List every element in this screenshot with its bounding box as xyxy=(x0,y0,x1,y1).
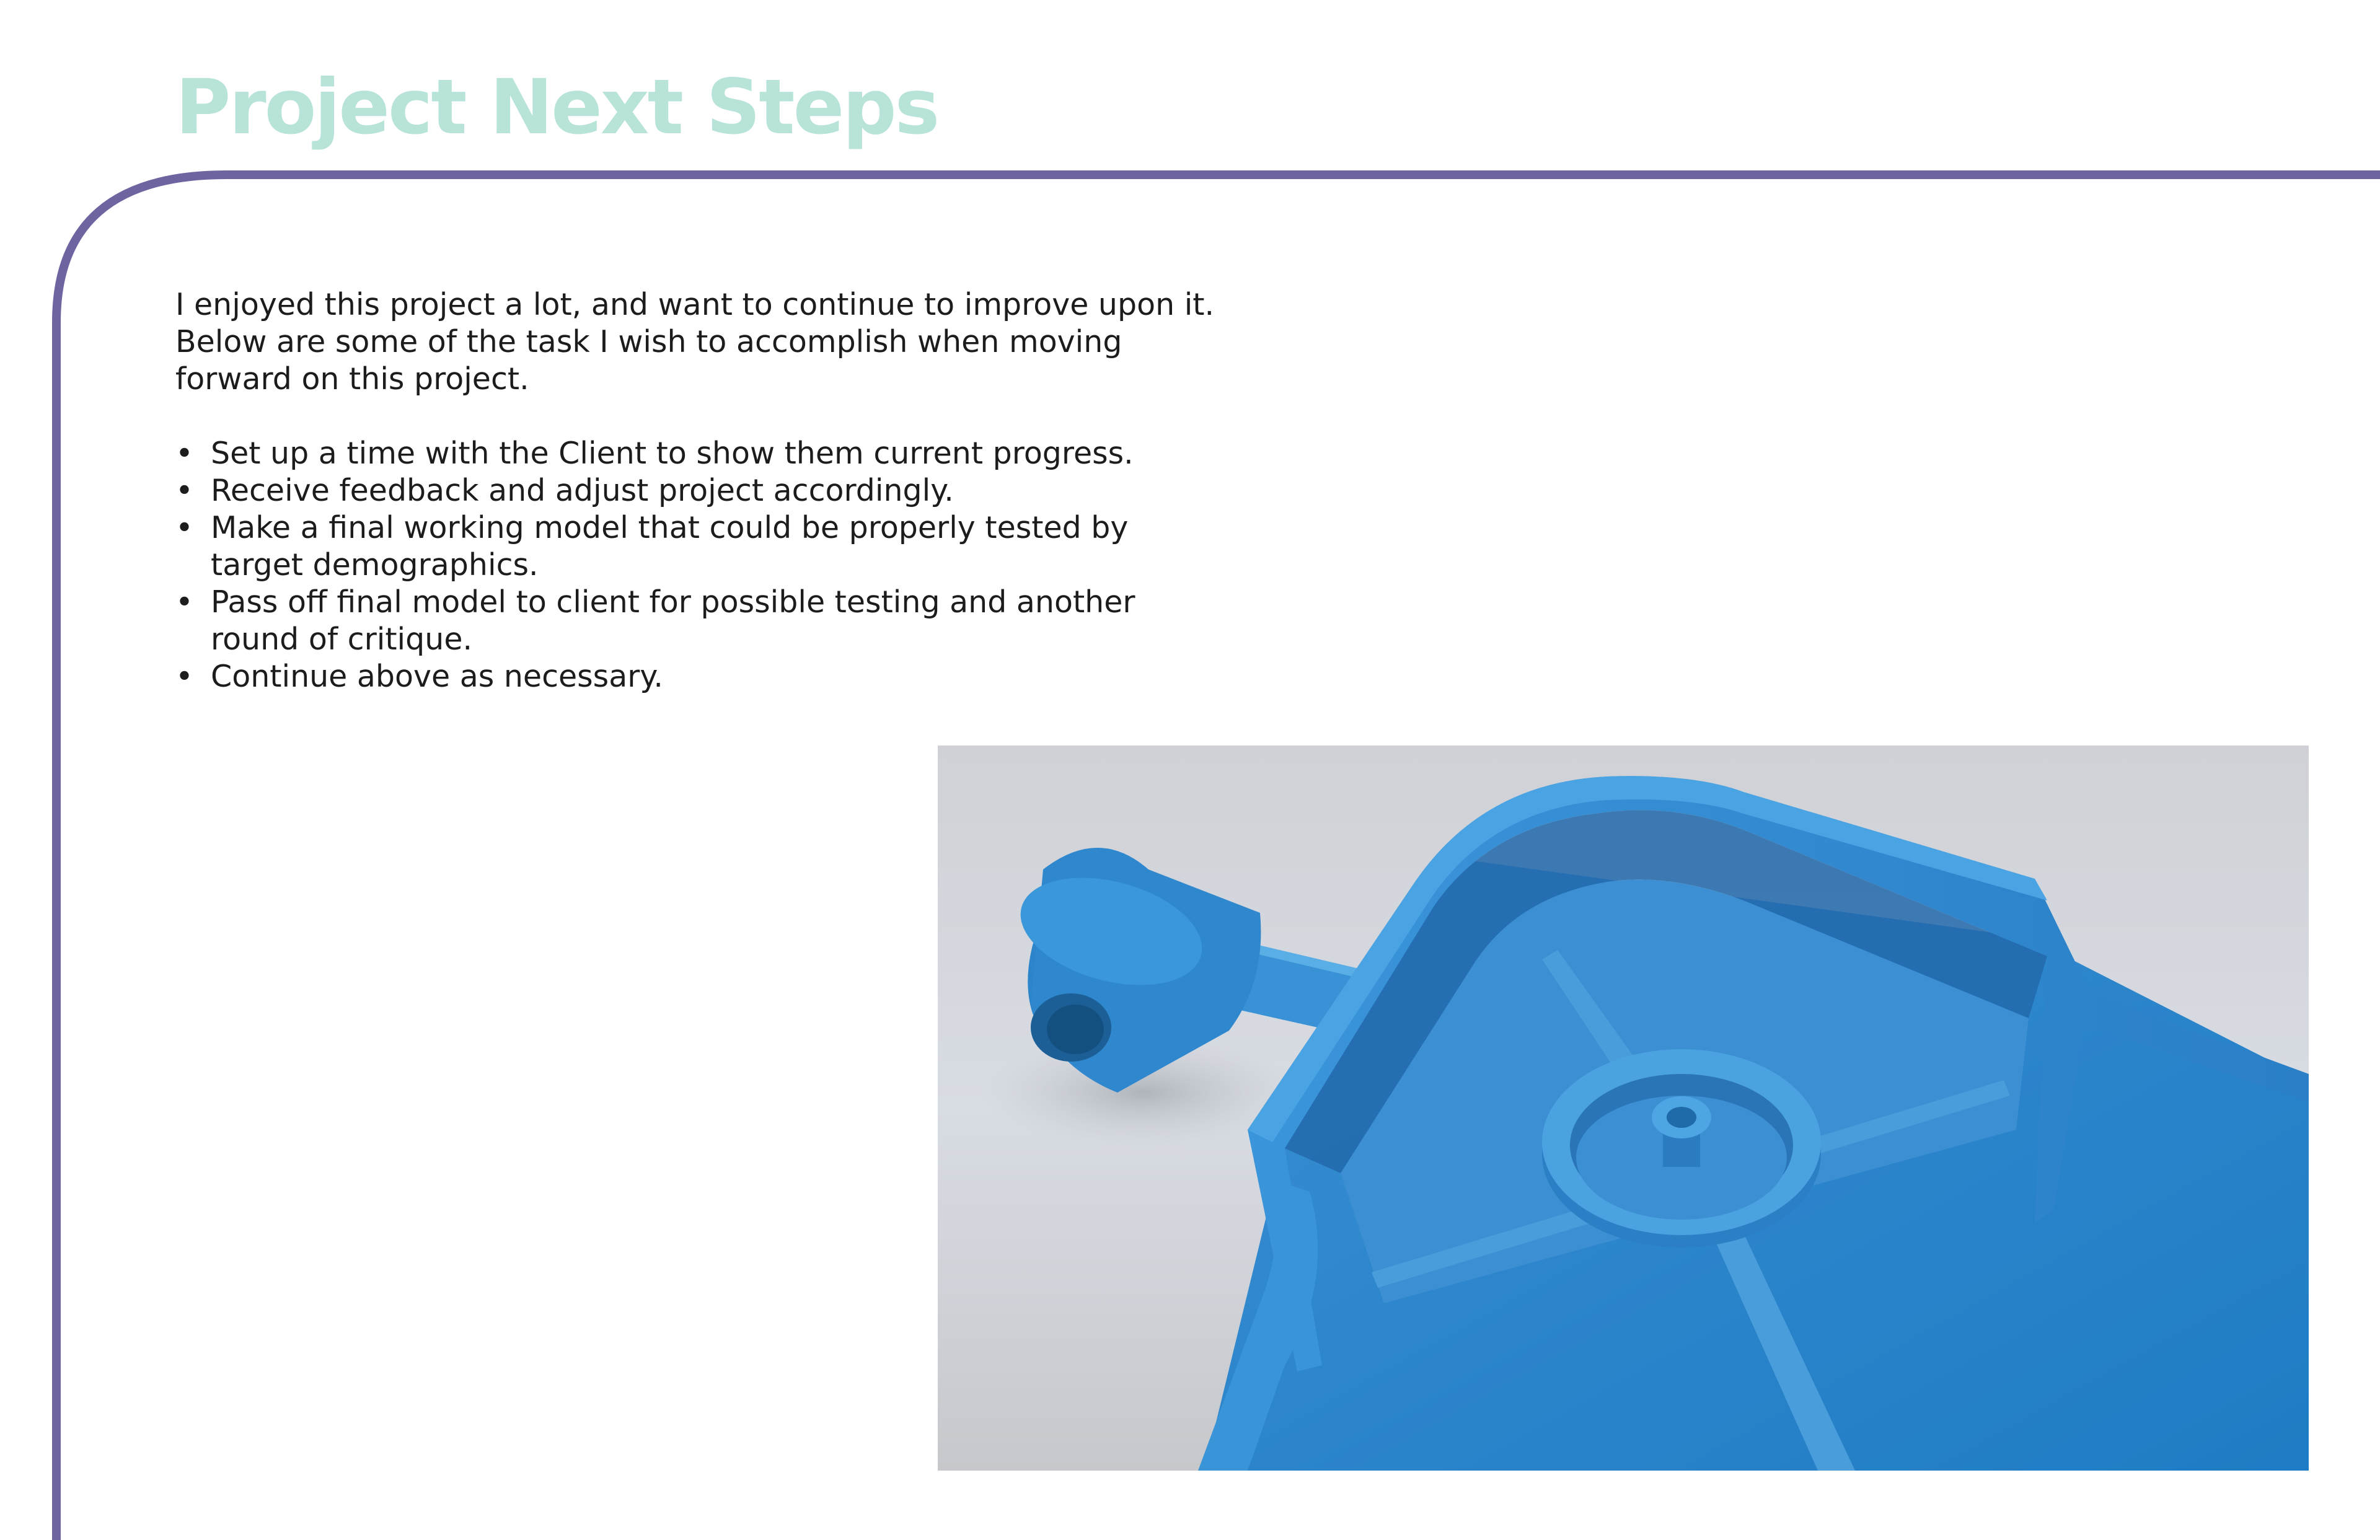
intro-paragraph: I enjoyed this project a lot, and want to continue to improve upon it. Below are some of the task I wish to accomplish when moving forward on this project. xyxy=(175,287,1215,397)
list-item-text: Set up a time with the Client to show them current progress. xyxy=(211,436,1134,471)
list-item-text: Receive feedback and adjust project accordingly. xyxy=(211,473,954,508)
list-item xyxy=(175,435,1229,472)
list-item xyxy=(175,658,1229,695)
bullet-icon: • xyxy=(175,473,193,508)
bullet-icon: • xyxy=(175,584,193,620)
product-render-image xyxy=(938,746,2309,1471)
list-item-text: Make a final working model that could be properly tested by target demographics. xyxy=(211,510,1129,583)
list-item xyxy=(175,584,1229,658)
list-item xyxy=(175,472,1229,509)
body-text xyxy=(175,286,1229,695)
next-steps-list xyxy=(175,435,1229,695)
page-title: Project Next Steps xyxy=(175,63,938,151)
bullet-icon: • xyxy=(175,659,193,694)
list-item-text: Pass off final model to client for possible testing and another round of critique. xyxy=(211,584,1135,657)
list-item xyxy=(175,509,1229,584)
bullet-icon: • xyxy=(175,510,193,545)
list-item-text: Continue above as necessary. xyxy=(211,659,663,694)
bullet-icon: • xyxy=(175,436,193,471)
